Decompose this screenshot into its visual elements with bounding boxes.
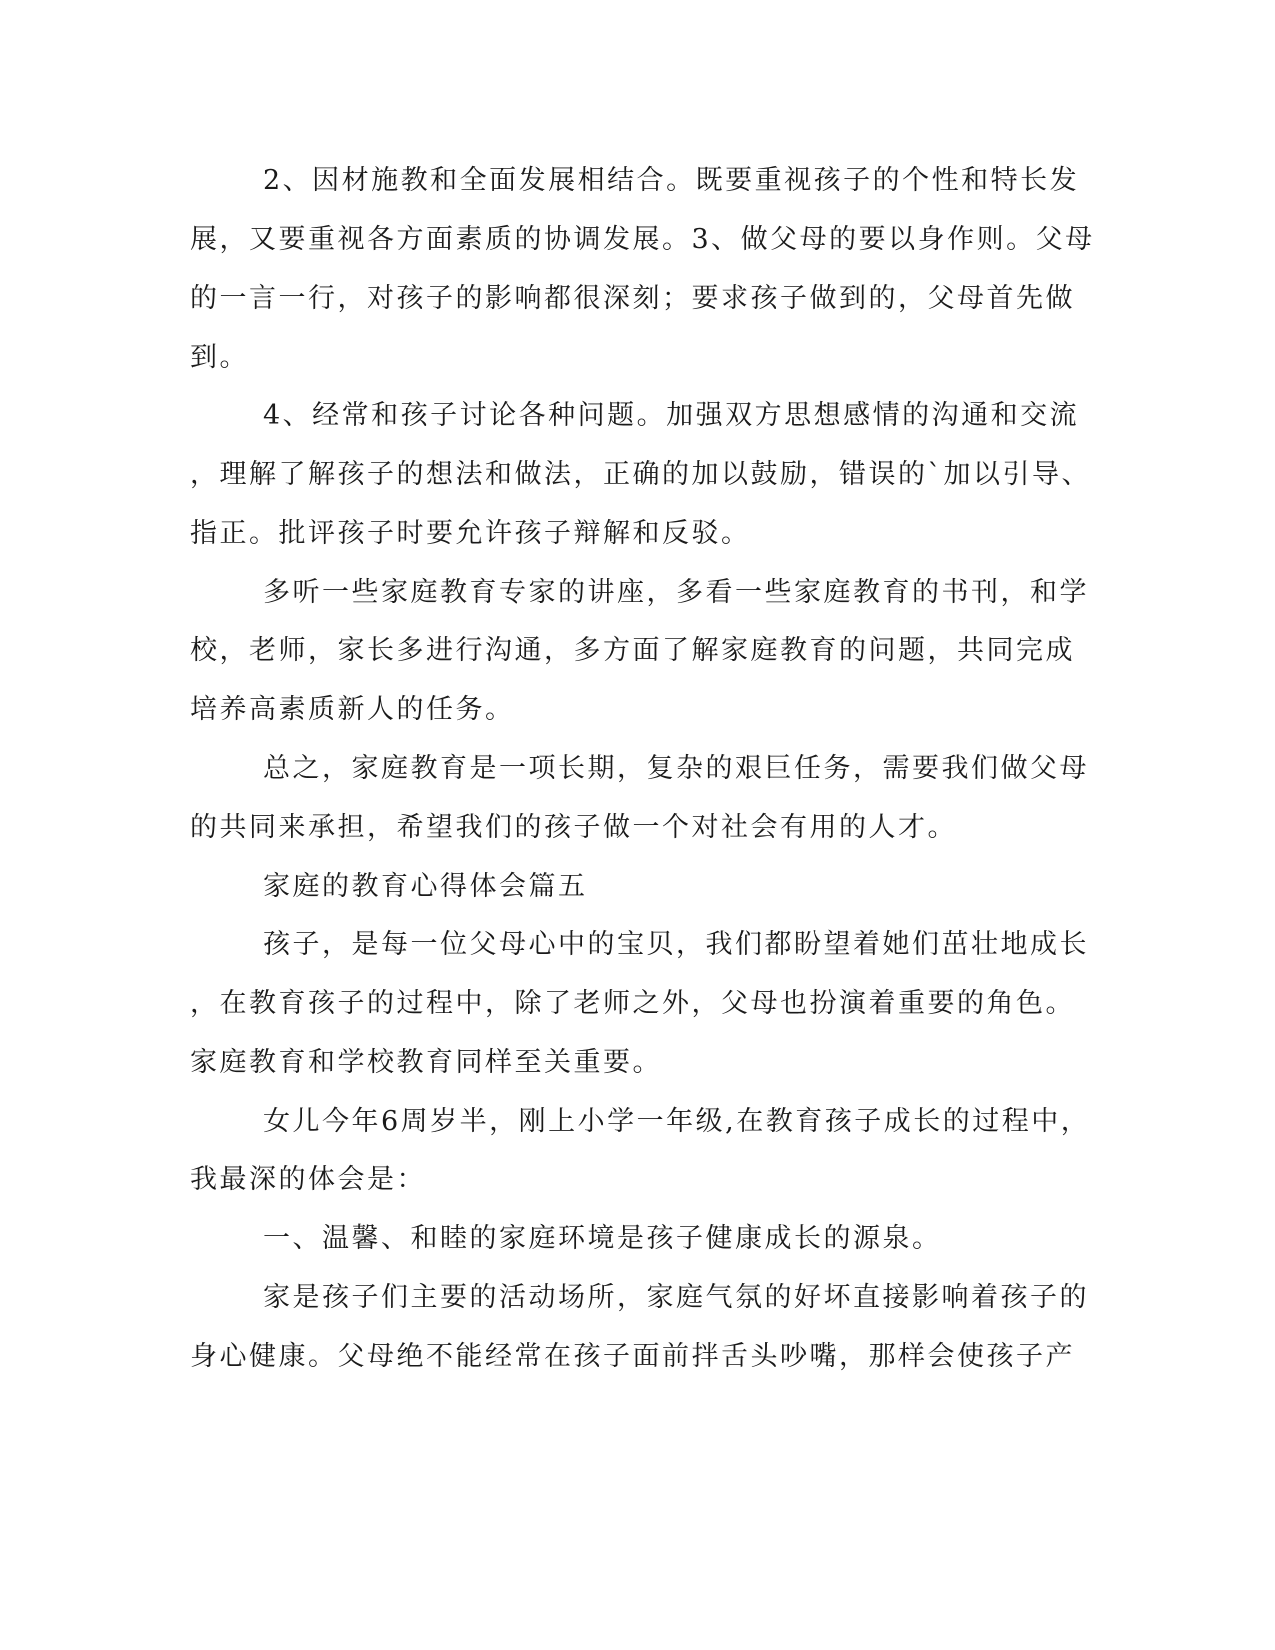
paragraph-line: 展，又要重视各方面素质的协调发展。3、做父母的要以身作则。父母 [190,224,1095,255]
paragraph-line: 女儿今年6周岁半，刚上小学一年级,在教育孩子成长的过程中， [263,1106,1091,1137]
paragraph-line: 指正。批评孩子时要允许孩子辩解和反驳。 [190,518,751,549]
section-heading: 家庭的教育心得体会篇五 [263,871,588,902]
paragraph-line: 我最深的体会是： [190,1164,426,1195]
paragraph-line: 一、温馨、和睦的家庭环境是孩子健康成长的源泉。 [263,1223,942,1254]
paragraph-line: 到。 [190,342,249,373]
paragraph-line: 培养高素质新人的任务。 [190,694,515,725]
paragraph-line: 的一言一行，对孩子的影响都很深刻；要求孩子做到的，父母首先做 [190,283,1075,314]
paragraph-line: ，理解了解孩子的想法和做法，正确的加以鼓励，错误的`加以引导、 [190,459,1091,490]
paragraph-line: ，在教育孩子的过程中，除了老师之外，父母也扮演着重要的角色。 [190,988,1075,1019]
paragraph-line: 多听一些家庭教育专家的讲座，多看一些家庭教育的书刊，和学 [263,577,1089,608]
paragraph-line: 孩子，是每一位父母心中的宝贝，我们都盼望着她们茁壮地成长 [263,929,1089,960]
paragraph-line: 身心健康。父母绝不能经常在孩子面前拌舌头吵嘴，那样会使孩子产 [190,1341,1075,1372]
paragraph-line: 的共同来承担，希望我们的孩子做一个对社会有用的人才。 [190,812,957,843]
paragraph-line: 家庭教育和学校教育同样至关重要。 [190,1047,662,1078]
paragraph-line: 校，老师，家长多进行沟通，多方面了解家庭教育的问题，共同完成 [190,635,1075,666]
paragraph-line: 家是孩子们主要的活动场所，家庭气氛的好坏直接影响着孩子的 [263,1282,1089,1313]
paragraph-line: 4、经常和孩子讨论各种问题。加强双方思想感情的沟通和交流 [263,400,1080,431]
paragraph-line: 2、因材施教和全面发展相结合。既要重视孩子的个性和特长发 [263,165,1080,196]
paragraph-line: 总之，家庭教育是一项长期，复杂的艰巨任务，需要我们做父母 [263,753,1089,784]
